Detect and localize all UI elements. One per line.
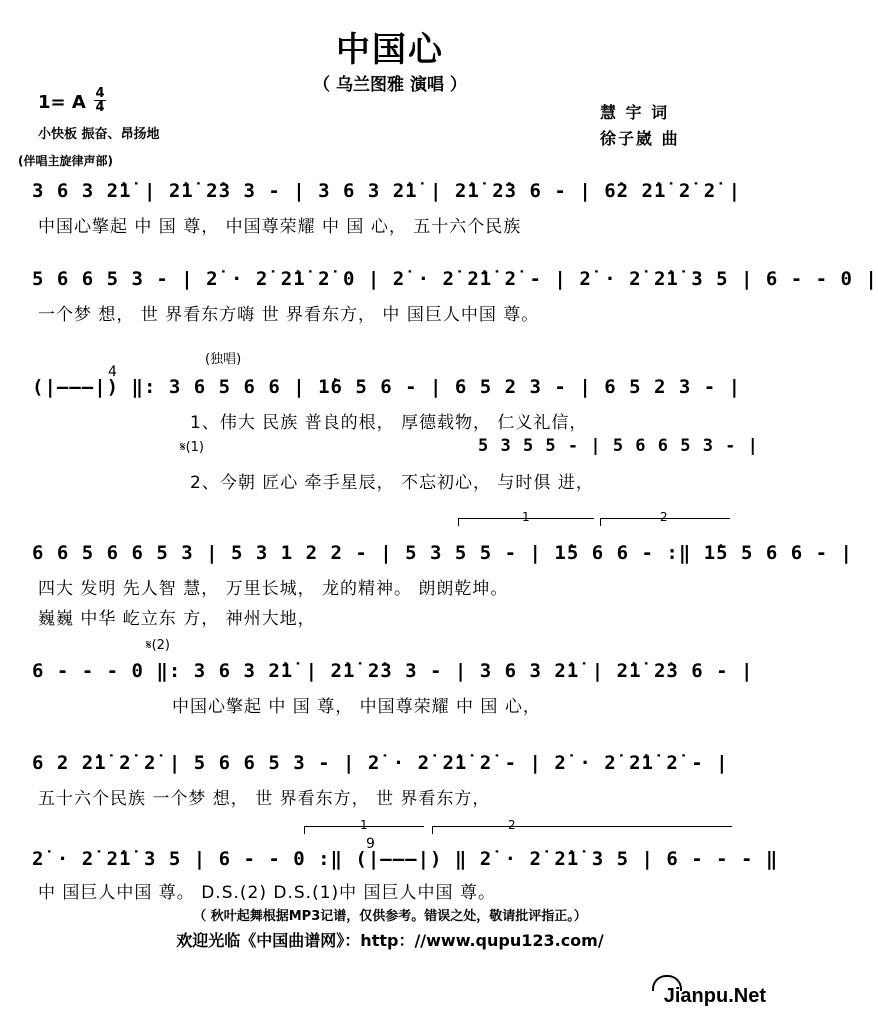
volta-2-end-tick [432, 826, 433, 834]
key-signature: 1= A [38, 92, 86, 113]
segno-1: 𝄋(1) [180, 440, 205, 455]
score-line-2-lyrics: 一个梦 想， 世 界看东方嗨 世 界看东方， 中 国巨人中国 尊。 [38, 305, 540, 325]
segno-2: 𝄋(2) [146, 638, 171, 653]
score-line-5-lyrics: 中国心擎起 中 国 尊， 中国尊荣耀 中 国 心， [172, 697, 541, 717]
score-line-2-notes: 5 6 6 5 3 - | 2̇ · 2̇ 2̇1̇ 2̇ 0 | 2̇ · 2̇ 2̇1̇ 2̇ - | 2̇ · 2̇ 2̇1̇ 3 5 | 6 - - 0 | [32, 268, 878, 290]
accompaniment-note: (伴唱主旋律声部) [18, 154, 113, 168]
rest-count-a: 4 [108, 364, 117, 380]
score-line-3-lyrics-verse-1: 1、伟大 民族 普良的根， 厚德载物， 仁义礼信， [190, 413, 588, 433]
site-credit: 欢迎光临《中国曲谱网》：http：//www.qupu123.com/ [176, 931, 604, 950]
volta-2-end-label: 2 [508, 818, 516, 832]
volta-1-label: 1 [522, 510, 530, 524]
time-signature [94, 87, 106, 114]
score-line-1-notes: 3 6 3 2̇1̇ | 2̇1̇ 2̇3 3 - | 3 6 3 2̇1̇ | 2̇1̇ 2̇3 6 - | 6̇2 2̇1̇ 2̇ 2̇ | [32, 180, 742, 202]
volta-1-end-tick [304, 826, 305, 834]
volta-2-label: 2 [660, 510, 668, 524]
transcription-note: （ 秋叶起舞根据MP3记谱，仅供参考。错误之处，敬请批评指正。） [193, 909, 587, 924]
score-line-1-lyrics: 中国心擎起 中 国 尊， 中国尊荣耀 中 国 心， 五十六个民族 [38, 217, 522, 237]
time-signature-top: 4 [95, 86, 105, 101]
score-line-3-lyrics-verse-2: 2、今朝 匠心 牵手星辰， 不忘初心， 与时俱 进， [190, 473, 594, 493]
performer-subtitle: （ 乌兰图雅 演唱 ） [313, 75, 467, 95]
score-line-4-lyrics-verse-2: 巍巍 中华 屹立东 方， 神州大地， [38, 609, 316, 629]
watermark: Jianpu.Net [663, 985, 766, 1007]
score-line-6-notes: 6 2 2̇1̇ 2̇ 2̇ | 5 6 6 5 3 - | 2̇ · 2̇ 2̇1̇ 2̇ - | 2̇ · 2̇ 2̇1̇ 2̇ - | [32, 752, 729, 774]
solo-mark: (独唱) [205, 352, 242, 367]
time-signature-bottom: 4 [95, 100, 105, 115]
volta-1-end-label: 1 [360, 818, 368, 832]
volta-2-tick [600, 518, 601, 526]
score-line-3-notes: (|———|) ‖: 3 6 5 6 6 | 1̇6 5 6 - | 6 5 2 3 - | 6 5 2 3 - | [32, 376, 742, 398]
volta-2-bracket-end [432, 826, 732, 827]
score-line-7-lyrics: 中 国巨人中国 尊。 D.S.(2) D.S.(1)中 国巨人中国 尊。 [38, 883, 496, 903]
score-line-3-notes-verse-2: 5 3 5 5 - | 5 6 6 5 3 - | [478, 436, 759, 456]
tempo-marking: 小快板 振奋、昂扬地 [38, 127, 160, 142]
rest-count-b: 9 [366, 836, 375, 852]
score-line-6-lyrics: 五十六个民族 一个梦 想， 世 界看东方， 世 界看东方， [38, 789, 491, 809]
score-line-5-notes: 6 - - - 0 ‖: 3 6 3 2̇1̇ | 2̇1̇ 2̇3 3 - | 3 6 3 2̇1̇ | 2̇1̇ 2̇3 6 - | [32, 660, 754, 682]
lyricist-credit: 慧 宇 词 [600, 103, 670, 122]
volta-1-tick [458, 518, 459, 526]
score-line-7-notes: 2̇ · 2̇ 2̇1̇ 3 5 | 6 - - 0 :‖ (|———|) ‖ 2̇ · 2̇ 2̇1̇ 3 5 | 6 - - - ‖ [32, 848, 779, 870]
composer-credit: 徐子崴 曲 [600, 129, 680, 148]
song-title: 中国心 [336, 30, 444, 70]
score-line-4-notes: 6 6 5 6 6 5 3 | 5 3 1 2 2 - | 5 3 5 5 - | 1̇5 6 6 - :‖ 1̇5 5 6 6 - | [32, 542, 853, 564]
score-line-4-lyrics-verse-1: 四大 发明 先人智 慧， 万里长城， 龙的精神。 朗朗乾坤。 [38, 579, 509, 599]
